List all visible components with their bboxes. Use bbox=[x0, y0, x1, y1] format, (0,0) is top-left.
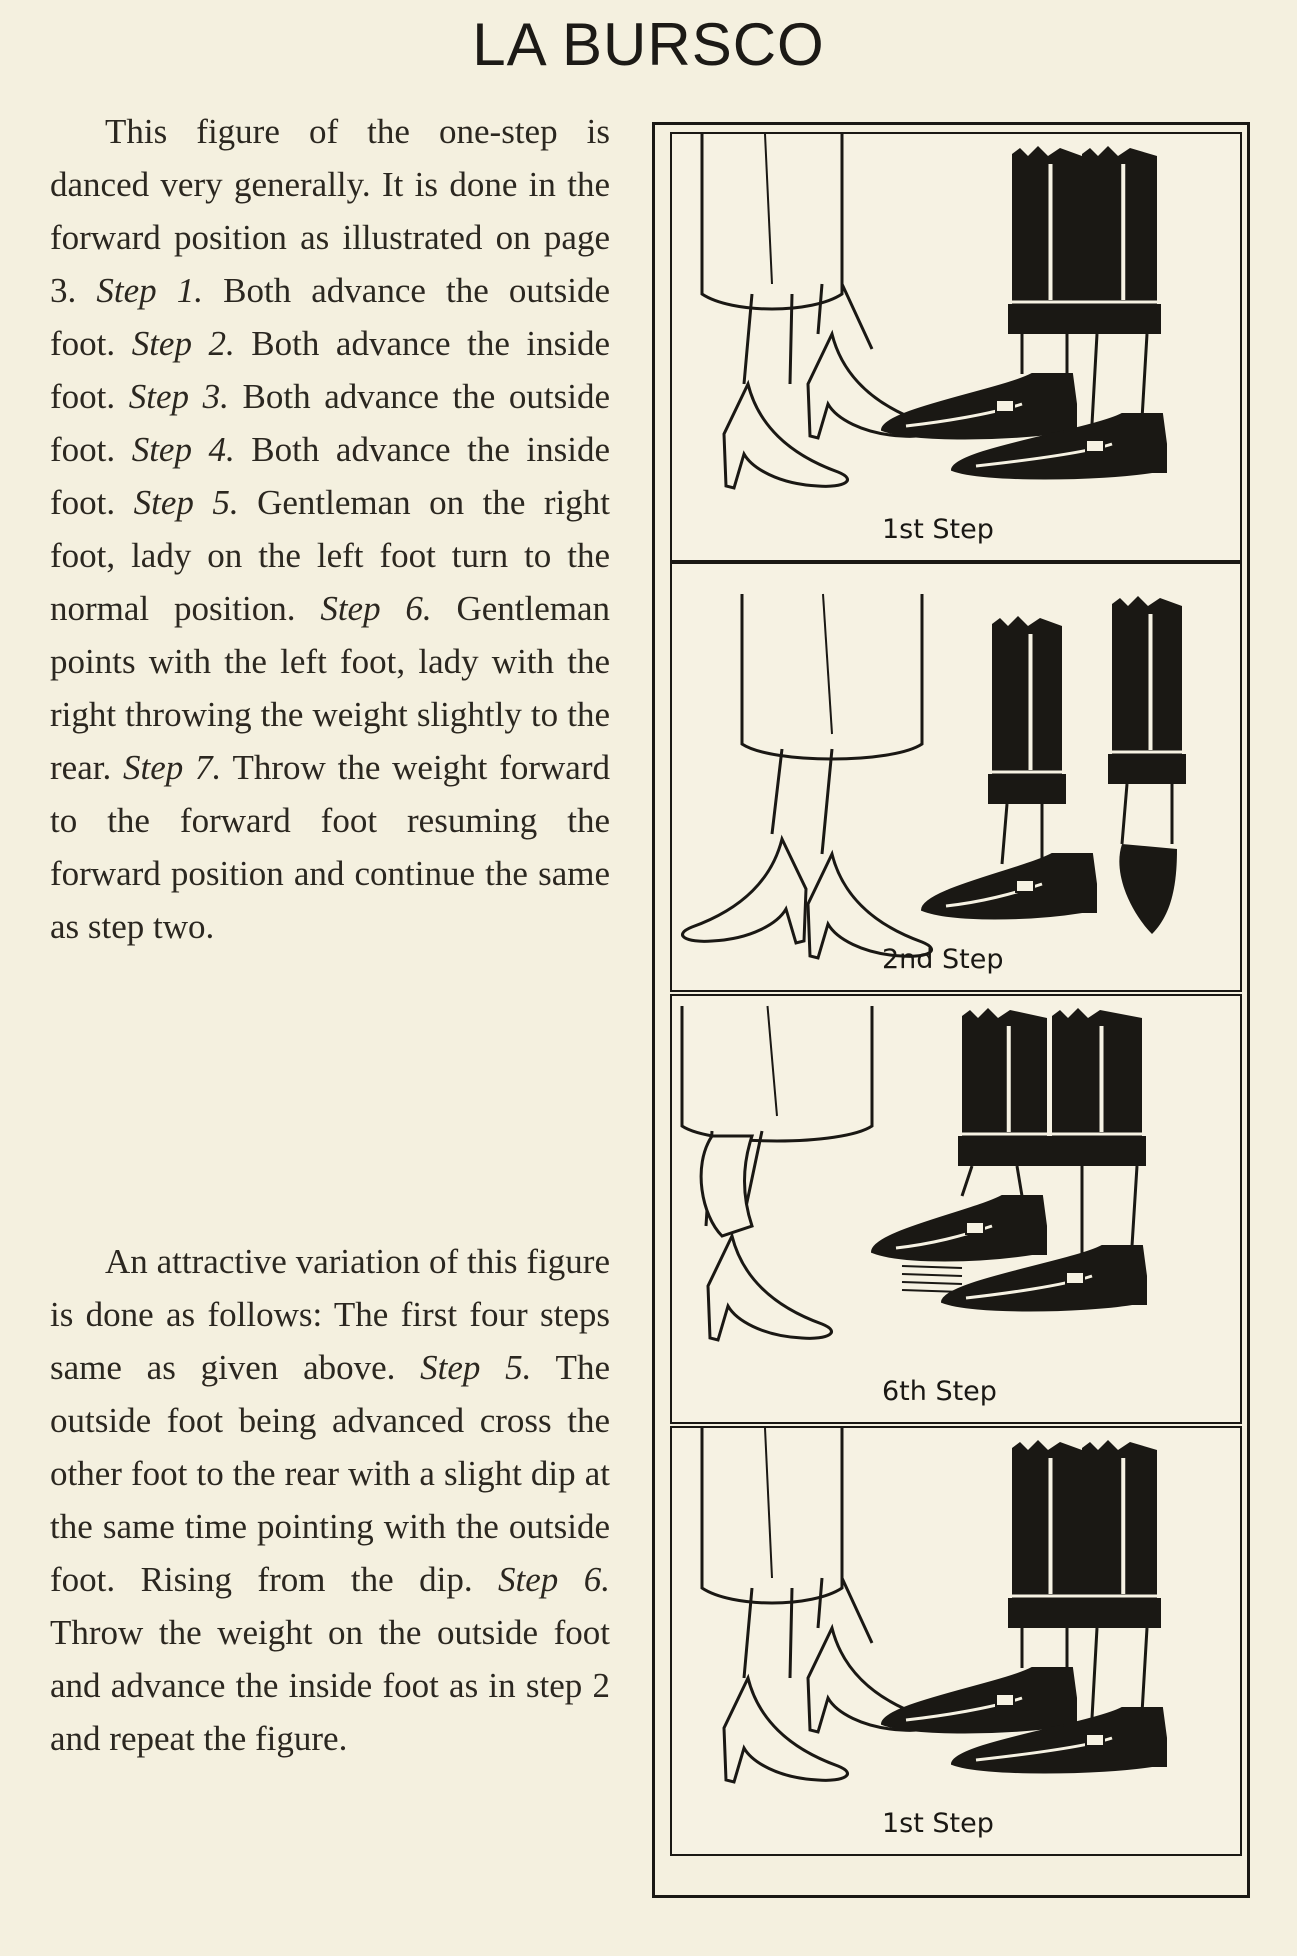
figure-group bbox=[682, 1006, 1146, 1340]
trouser-cuff bbox=[1008, 304, 1086, 334]
step-caption: 6th Step bbox=[882, 1376, 997, 1407]
step-caption: 1st Step bbox=[882, 1808, 994, 1839]
paragraph-text bbox=[50, 1235, 610, 1765]
text-segment: Both advance the inside foot. bbox=[50, 324, 610, 416]
lady-shoe bbox=[683, 839, 806, 943]
ankle-line bbox=[1092, 1628, 1147, 1718]
feet-drawing bbox=[672, 564, 1242, 992]
step-label: Step 3. bbox=[128, 377, 229, 416]
body-paragraph-2 bbox=[50, 1235, 610, 1765]
step-caption: 1st Step bbox=[882, 514, 994, 545]
gentleman-shoe bbox=[1119, 844, 1177, 934]
skirt-fold bbox=[765, 1428, 772, 1578]
body-paragraph-1 bbox=[50, 105, 610, 953]
text-segment: Throw the weight forward to the forward foot resuming the forward position and continue the same as step two. bbox=[50, 748, 610, 946]
feet-drawing bbox=[672, 1428, 1242, 1856]
step-illustration-panel bbox=[670, 562, 1242, 992]
buckle bbox=[966, 1222, 984, 1234]
ankle-line bbox=[1092, 334, 1147, 424]
step-label: Step 7. bbox=[123, 748, 222, 787]
step-illustration-panel bbox=[670, 132, 1242, 562]
gentleman-shoe bbox=[922, 854, 1096, 919]
ankle-line bbox=[1002, 804, 1042, 864]
buckle bbox=[1086, 1734, 1104, 1746]
paragraph-text bbox=[50, 105, 610, 953]
buckle bbox=[996, 1694, 1014, 1706]
step-label: Step 2. bbox=[131, 324, 235, 363]
step-label: Step 4. bbox=[131, 430, 235, 469]
text-segment: Gentleman points with the left foot, lady with the right throwing the weight slightly to the rear. bbox=[50, 589, 611, 787]
trouser-cuff bbox=[1048, 1136, 1146, 1166]
step-illustration-panel bbox=[670, 994, 1242, 1424]
motion-line bbox=[902, 1290, 962, 1292]
step-label: Step 5. bbox=[420, 1348, 532, 1387]
gentleman-shoe bbox=[882, 1668, 1076, 1733]
step-label: Step 6. bbox=[320, 589, 432, 628]
skirt-hem bbox=[742, 594, 922, 759]
skirt-fold bbox=[823, 594, 832, 734]
ankle-line bbox=[818, 1578, 872, 1643]
lady-shoe bbox=[708, 1236, 831, 1340]
figure-group bbox=[683, 594, 1186, 958]
buckle bbox=[1016, 880, 1034, 892]
feet-drawing bbox=[672, 134, 1242, 562]
page-title: LA BURSCO bbox=[472, 11, 825, 78]
text-segment: This figure of the one-step is danced very generally. It is done in the forward position as illustrated on page 3. bbox=[50, 112, 610, 310]
feet-drawing bbox=[672, 996, 1242, 1424]
step-label: Step 6. bbox=[498, 1560, 611, 1599]
ankle-line bbox=[1082, 1166, 1137, 1256]
gentleman-shoe bbox=[882, 374, 1076, 439]
trouser-cuff bbox=[1008, 1598, 1086, 1628]
trouser-cuff bbox=[1078, 1598, 1161, 1628]
trouser-cuff bbox=[988, 774, 1066, 804]
figure-group bbox=[702, 1428, 1166, 1782]
buckle bbox=[1066, 1272, 1084, 1284]
text-segment: Both advance the outside foot. bbox=[50, 377, 610, 469]
text-segment: Throw the weight on the outside foot and advance the inside foot as in step 2 and repeat the figure. bbox=[50, 1613, 610, 1758]
motion-line bbox=[902, 1266, 962, 1268]
skirt-fold bbox=[765, 134, 772, 284]
lady-shoe bbox=[808, 854, 931, 958]
skirt-hem bbox=[682, 1006, 872, 1141]
step-label: Step 1. bbox=[96, 271, 203, 310]
text-segment: The outside foot being advanced cross the other foot to the rear with a slight dip at the same time pointing with the outside foot. Rising from the dip. bbox=[50, 1348, 610, 1599]
text-segment: Gentleman on the right foot, lady on the left foot turn to the normal position. bbox=[50, 483, 610, 628]
trouser-cuff bbox=[1108, 754, 1186, 784]
text-segment: An attractive variation of this figure is done as follows: The first four steps same as given above. bbox=[50, 1242, 610, 1387]
gentleman-shoe bbox=[872, 1196, 1046, 1261]
figure-group bbox=[702, 134, 1166, 488]
text-segment: Both advance the inside foot. bbox=[50, 430, 610, 522]
ankle-line bbox=[818, 284, 872, 349]
ankle-line bbox=[1122, 784, 1172, 844]
ankle-line bbox=[962, 1166, 1022, 1196]
step-label: Step 5. bbox=[133, 483, 239, 522]
text-segment: Both advance the outside foot. bbox=[50, 271, 610, 363]
trouser-cuff bbox=[1078, 304, 1161, 334]
trouser-cuff bbox=[958, 1136, 1051, 1166]
skirt-fold bbox=[768, 1006, 778, 1116]
buckle bbox=[1086, 440, 1104, 452]
buckle bbox=[996, 400, 1014, 412]
step-illustration-panel bbox=[670, 1426, 1242, 1856]
lady-shoe-heel-up bbox=[701, 1136, 752, 1236]
motion-line bbox=[902, 1274, 962, 1276]
step-caption: 2nd Step bbox=[882, 944, 1004, 975]
motion-line bbox=[902, 1282, 962, 1284]
